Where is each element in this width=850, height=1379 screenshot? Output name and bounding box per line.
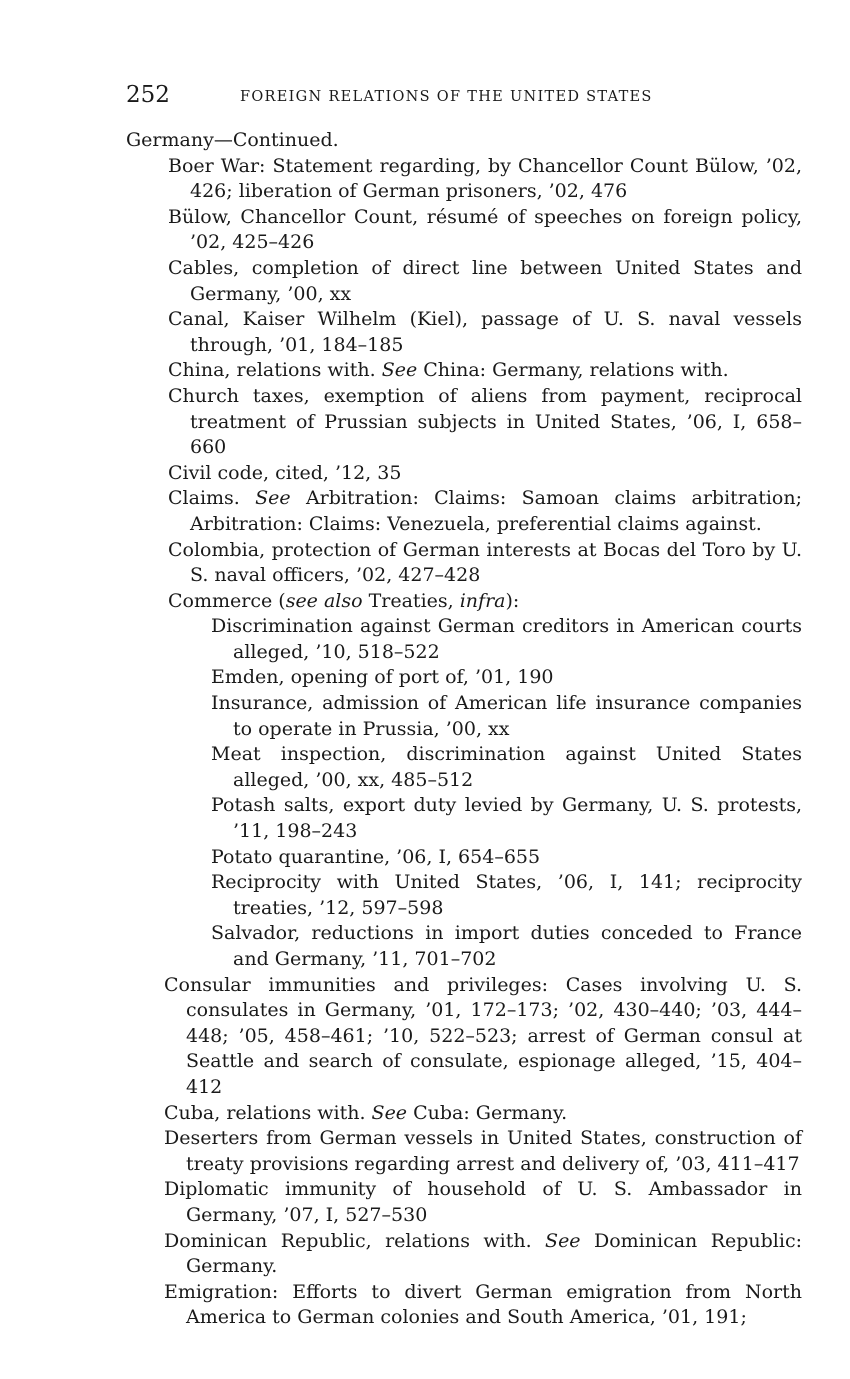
italic-text: See <box>255 487 291 510</box>
index-heading: Germany—Continued. <box>126 129 339 151</box>
entry-text: Boer War: Statement regarding, by Chancellor Count Bülow, ’02, 426; liberation of German prisoners, ’02, 476 <box>168 154 802 203</box>
entry-text: Civil code, cited, ’12, 35 <box>168 461 402 484</box>
index-entry <box>126 256 802 307</box>
italic-text: See <box>381 359 418 382</box>
index-entry <box>126 1177 802 1228</box>
entry-text: China, relations with. <box>168 359 382 382</box>
index-entry <box>126 307 802 358</box>
index-entry <box>126 845 802 871</box>
page-number: 252 <box>126 82 170 108</box>
index-entry <box>126 154 802 205</box>
index-entry <box>126 665 802 691</box>
index-entry <box>126 691 802 742</box>
page-header <box>126 78 806 112</box>
entry-text: Diplomatic immunity of household of U. S. Ambassador in Germany, ’07, I, 527–530 <box>164 1178 802 1226</box>
italic-text: See <box>545 1229 581 1252</box>
running-head: FOREIGN RELATIONS OF THE UNITED STATES <box>240 89 653 105</box>
entry-text: Cables, completion of direct line between United States and Germany, ’00, xx <box>168 256 802 305</box>
entry-text: Reciprocity with United States, ’06, I, 141; reciprocity treaties, ’12, 597–598 <box>211 871 802 919</box>
italic-text: see also <box>285 589 363 612</box>
entry-text: Consular immunities and privileges: Cases involving U. S. consulates in Germany, ’01, 172–173; ’02, 430–440; ’03, 444–448; ’05, 458–461; ’10, 522–523; arrest of German consul at Seattle and search of consulate, espionage alleged, ’15, 404–412 <box>164 973 802 1098</box>
index-entries <box>126 154 802 1331</box>
index-entry <box>126 461 802 487</box>
entry-text: Potash salts, export duty levied by Germany, U. S. protests, ’11, 198–243 <box>211 794 802 843</box>
index-content <box>126 128 802 1331</box>
index-entry <box>126 870 802 921</box>
entry-text: Discrimination against German creditors in American courts alleged, ’10, 518–522 <box>211 615 802 663</box>
entry-text: Deserters from German vessels in United States, construction of treaty provisions regarding arrest and delivery of, ’03, 411–417 <box>164 1127 802 1175</box>
entry-text: Emden, opening of port of, ’01, 190 <box>211 666 554 689</box>
index-entry <box>126 358 802 384</box>
entry-text: Claims. <box>168 487 256 510</box>
entry-text: Cuba: Germany. <box>407 1101 568 1124</box>
entry-text: Bülow, Chancellor Count, résumé of speeches on foreign policy, ’02, 425–426 <box>168 205 802 254</box>
index-entry <box>126 1126 802 1177</box>
entry-text: Insurance, admission of American life insurance companies to operate in Prussia, ’00, xx <box>211 692 802 740</box>
entry-text: Colombia, protection of German interests at Bocas del Toro by U. S. naval officers, ’02, 427–428 <box>168 538 802 587</box>
entry-text: Dominican Republic, relations with. <box>164 1229 546 1252</box>
index-entry <box>126 793 802 844</box>
index-entry <box>126 614 802 665</box>
index-entry <box>126 1229 802 1280</box>
index-entry <box>126 486 802 537</box>
index-entry <box>126 742 802 793</box>
italic-text: infra <box>459 589 506 612</box>
entry-text: Salvador, reductions in import duties conceded to France and Germany, ’11, 701–702 <box>211 922 802 970</box>
italic-text: See <box>371 1101 408 1124</box>
entry-text: China: Germany, relations with. <box>417 359 729 382</box>
entry-text: ): <box>505 589 520 612</box>
entry-text: Commerce ( <box>168 589 286 612</box>
entry-text: Church taxes, exemption of aliens from payment, reciprocal treatment of Prussian subjects in United States, ’06, I, 658–660 <box>168 384 802 459</box>
entry-text: Arbitration: Claims: Samoan claims arbitration; Arbitration: Claims: Venezuela, preferential claims against. <box>190 487 802 535</box>
entry-text: Canal, Kaiser Wilhelm (Kiel), passage of U. S. naval vessels through, ’01, 184–185 <box>168 308 802 356</box>
index-entry <box>126 589 802 615</box>
index-entry <box>126 1280 802 1331</box>
index-entry <box>126 384 802 461</box>
entry-text: Potato quarantine, ’06, I, 654–655 <box>211 845 541 868</box>
index-entry <box>126 921 802 972</box>
index-entry <box>126 973 802 1101</box>
entry-text: Cuba, relations with. <box>164 1101 372 1124</box>
entry-text: Dominican Republic: Germany. <box>186 1229 802 1278</box>
index-entry <box>126 1101 802 1127</box>
entry-text: Emigration: Efforts to divert German emigration from North America to German colonies and South America, ’01, 191; <box>164 1280 802 1329</box>
entry-text: Meat inspection, discrimination against United States alleged, ’00, xx, 485–512 <box>211 743 802 791</box>
entry-text: Treaties, <box>362 589 460 612</box>
index-entry <box>126 205 802 256</box>
index-entry <box>126 538 802 589</box>
